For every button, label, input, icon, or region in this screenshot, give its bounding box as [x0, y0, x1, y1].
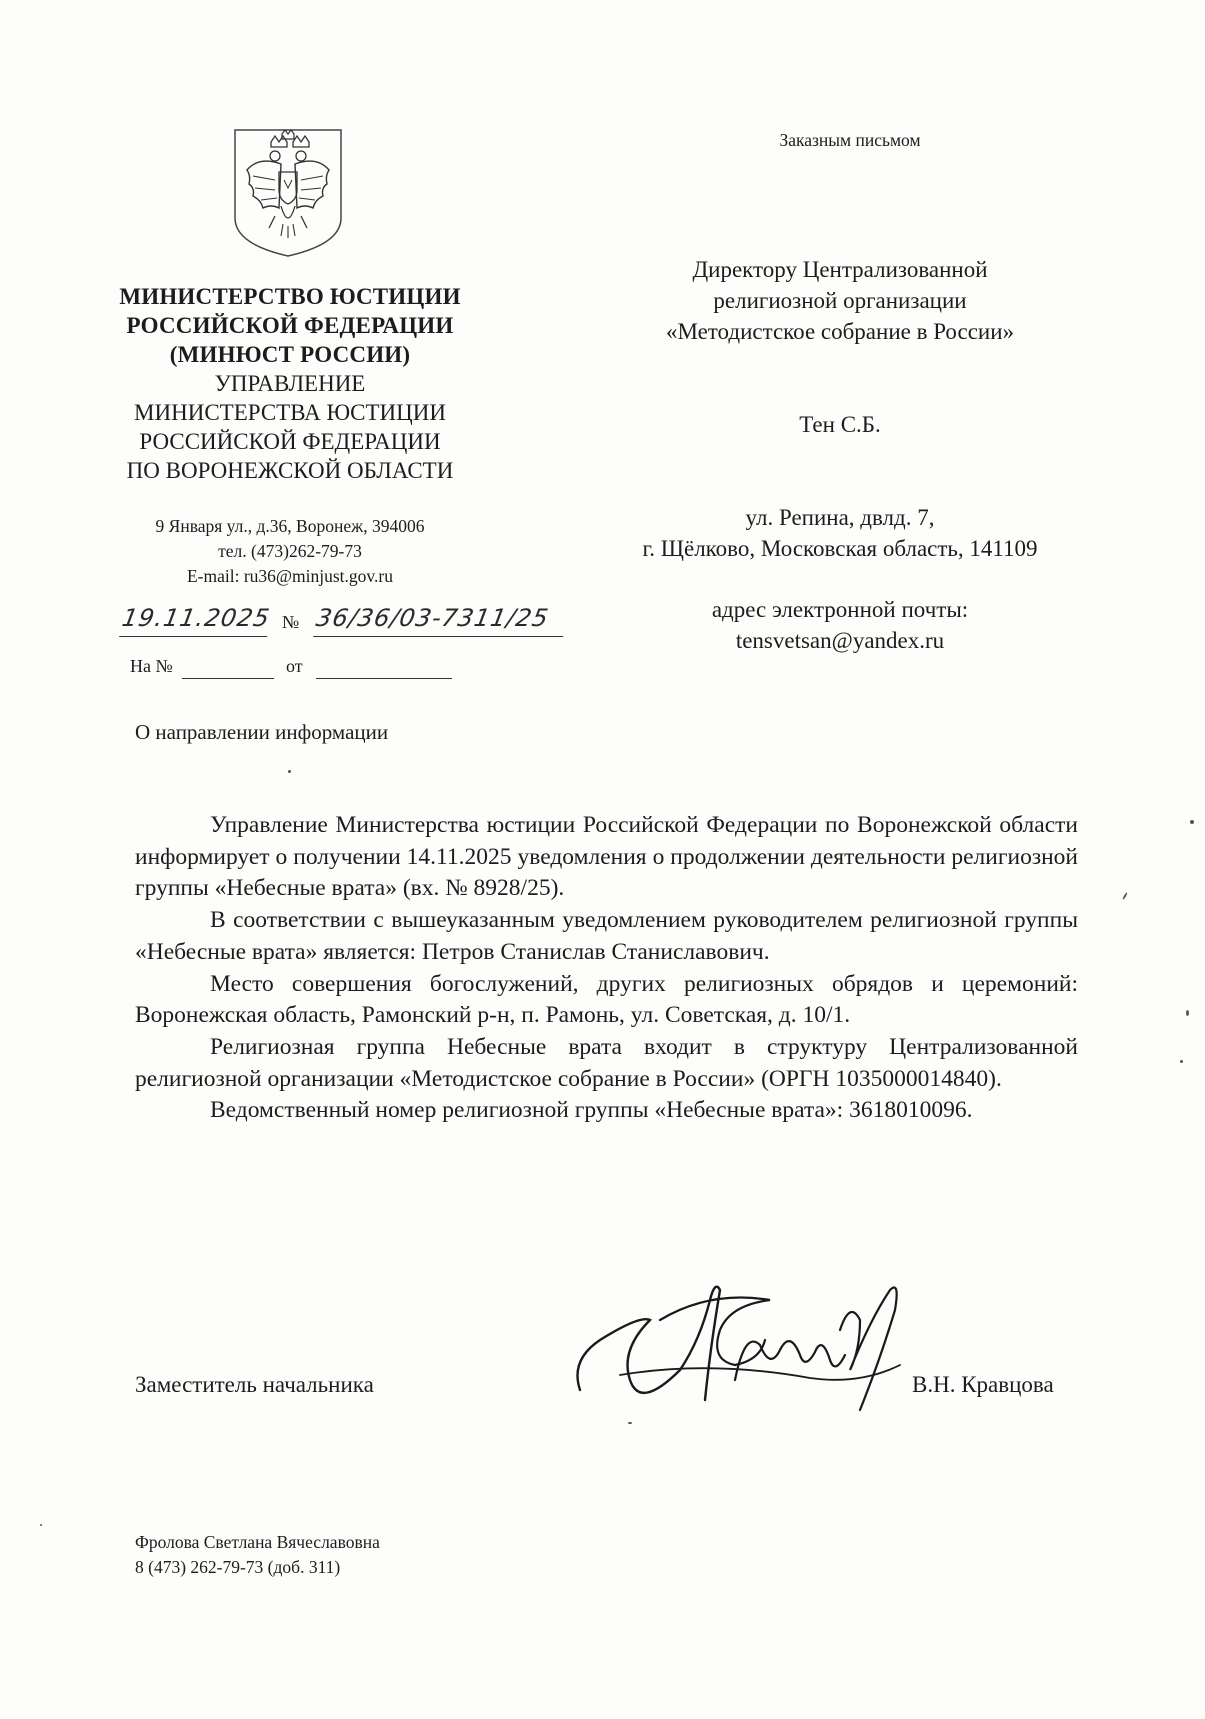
- recipient-line: «Методистское собрание в России»: [665, 319, 1015, 344]
- address-line: г. Щёлково, Московская область, 141109: [642, 536, 1038, 561]
- body-paragraph: Управление Министерства юстиции Российской Федерации по Воронежской области информирует о получении 14.11.2025 уведомления о продолжении деятельности религиозной группы «Небесные врата» (вх. № 8928/25).: [135, 812, 1078, 902]
- scan-speck: [628, 1422, 632, 1424]
- delivery-note: Заказным письмом: [779, 130, 921, 150]
- scan-speck: [1190, 820, 1194, 824]
- executor-name: Фролова Светлана Вячеславовна: [135, 1532, 380, 1552]
- ministry-name-line: МИНИСТЕРСТВО ЮСТИЦИИ: [119, 284, 461, 309]
- body-paragraph: Ведомственный номер религиозной группы «Небесные врата»: 3618010096.: [210, 1097, 973, 1124]
- scan-speck: [1122, 892, 1128, 900]
- letter-body: [135, 810, 1078, 1127]
- department-name-line: РОССИЙСКОЙ ФЕДЕРАЦИИ: [139, 429, 441, 454]
- sender-address: 9 Января ул., д.36, Воронеж, 394006: [155, 516, 425, 536]
- sender-contacts: [90, 514, 490, 589]
- registration-row: [119, 604, 562, 638]
- recipient-line: религиозной организации: [713, 288, 967, 313]
- executor-block: [135, 1530, 380, 1580]
- recipient-email: tensvetsan@yandex.ru: [735, 628, 945, 653]
- body-paragraph: Место совершения богослужений, других религиозных обрядов и церемоний: Воронежская область, Рамонский р-н, п. Рамонь, ул. Советская, д. 10/1.: [135, 970, 1078, 1029]
- registration-date: 19.11.2025: [119, 604, 273, 637]
- recipient-email-block: [640, 594, 1040, 656]
- coat-of-arms-icon: [229, 126, 347, 260]
- signatory-name: В.Н. Кравцова: [912, 1372, 1054, 1397]
- body-paragraph: В соответствии с вышеуказанным уведомлением руководителем религиозной группы «Небесные врата» является: Петров Станислав Станиславович.: [135, 907, 1078, 965]
- department-name-line: МИНИСТЕРСТВА ЮСТИЦИИ: [134, 400, 446, 425]
- registration-number: 36/36/03-7311/25: [313, 604, 569, 637]
- executor-phone: 8 (473) 262-79-73 (доб. 311): [135, 1557, 341, 1577]
- department-name-line: ПО ВОРОНЕЖСКОЙ ОБЛАСТИ: [126, 458, 454, 483]
- signatory-position: Заместитель начальника: [135, 1372, 374, 1397]
- sender-phone: тел. (473)262-79-73: [218, 541, 362, 561]
- address-line: ул. Репина, двлд. 7,: [745, 505, 935, 530]
- ministry-name-line: (МИНЮСТ РОССИИ): [169, 342, 411, 367]
- ministry-name-line: РОССИЙСКОЙ ФЕДЕРАЦИИ: [126, 313, 454, 338]
- ref-from-label: от: [286, 656, 303, 676]
- recipient-name: Тен С.Б.: [799, 412, 881, 437]
- scan-speck: [40, 1524, 42, 1526]
- number-sign: №: [282, 612, 300, 632]
- body-paragraph: Религиозная группа Небесные врата входит в структуру Централизованной религиозной организации «Методистское собрание в России» (ОРГН 1035000014840).: [135, 1033, 1078, 1092]
- recipient-block: [600, 254, 1080, 347]
- scan-speck: [1180, 1060, 1183, 1063]
- email-label: адрес электронной почты:: [711, 597, 969, 622]
- handwritten-signature-icon: [560, 1260, 940, 1430]
- sender-email: E-mail: ru36@minjust.gov.ru: [186, 566, 393, 586]
- letter-subject: О направлении информации: [135, 720, 389, 744]
- scan-speck: [288, 770, 291, 773]
- ref-number-label: На №: [130, 656, 173, 676]
- scan-speck: [1186, 1010, 1189, 1016]
- department-name-line: УПРАВЛЕНИЕ: [214, 371, 366, 396]
- recipient-address: [590, 502, 1090, 564]
- ministry-name-block: [90, 282, 490, 485]
- ref-date-blank: [316, 678, 452, 679]
- recipient-line: Директору Централизованной: [692, 257, 988, 282]
- ref-number-blank: [182, 678, 274, 679]
- reference-row: [130, 656, 570, 682]
